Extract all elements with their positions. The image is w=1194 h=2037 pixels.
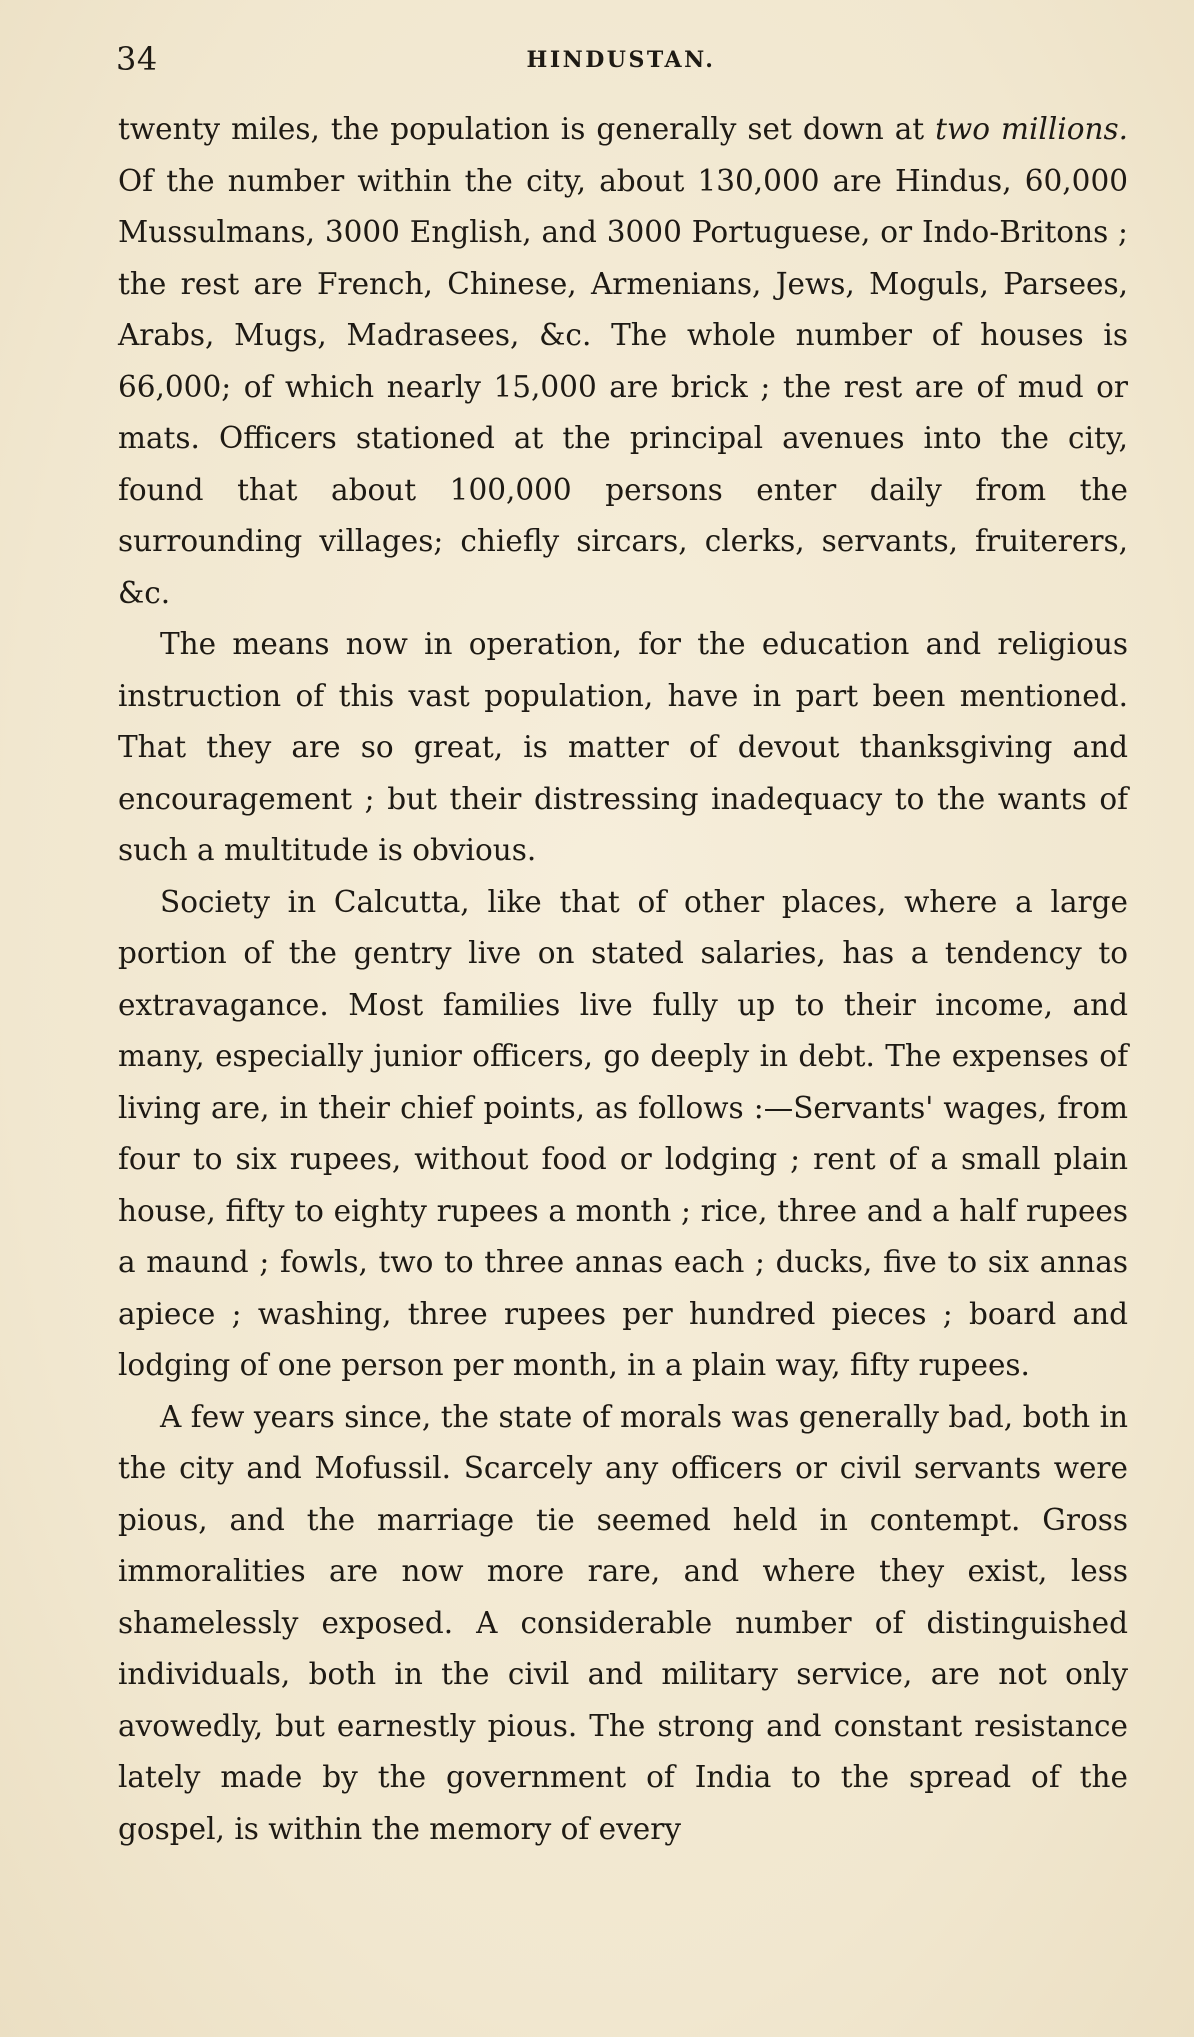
italic-phrase: two millions. <box>935 112 1129 146</box>
paragraph-population <box>118 104 1128 619</box>
page-header <box>116 40 1126 90</box>
paragraph-text-start: twenty miles, the population is generally set down at <box>118 112 936 146</box>
running-head: HINDUSTAN. <box>526 47 716 73</box>
paragraph-education: The means now in operation, for the education and religious instruction of this vast population, have in part been mentioned. That they are so great, is matter of devout thanksgiving and encouragement ; but their distressing inadequacy to the wants of such a multitude is obvious. <box>118 627 1128 867</box>
body-text <box>118 104 1128 1855</box>
paragraph-morals: A few years since, the state of morals was generally bad, both in the city and Mofussil. Scarcely any officers or civil servants were pious, and the marriage tie seemed held in contempt. Gross immoralities are now more rare, and where they exist, less shamelessly exposed. A considerable number of distinguished individuals, both in the civil and military service, are not only avowedly, but earnestly pious. The strong and constant resistance lately made by the government of India to the spread of the gospel, is within the memory of every <box>118 1399 1128 1846</box>
paragraph-text-rest: Of the number within the city, about 130,000 are Hindus, 60,000 Mussulmans, 3000 English, and 3000 Portuguese, or Indo-Britons ; the rest are French, Chinese, Armenians, Jews, Moguls, Parsees, Arabs, Mugs, Madrasees, &c. The whole number of houses is 66,000; of which nearly 15,000 are brick ; the rest are of mud or mats. Officers stationed at the principal avenues into the city, found that about 100,000 persons enter daily from the surrounding villages; chiefly sircars, clerks, servants, fruiterers, &c. <box>118 163 1128 610</box>
paragraph-society: Society in Calcutta, like that of other places, where a large portion of the gentry live on stated salaries, has a tendency to extravagance. Most families live fully up to their income, and many, especially junior officers, go deeply in debt. The expenses of living are, in their chief points, as follows :—Servants' wages, from four to six rupees, without food or lodging ; rent of a small plain house, fifty to eighty rupees a month ; rice, three and a half rupees a maund ; fowls, two to three annas each ; ducks, five to six annas apiece ; washing, three rupees per hundred pieces ; board and lodging of one person per month, in a plain way, fifty rupees. <box>118 884 1128 1382</box>
page-number: 34 <box>116 40 158 78</box>
